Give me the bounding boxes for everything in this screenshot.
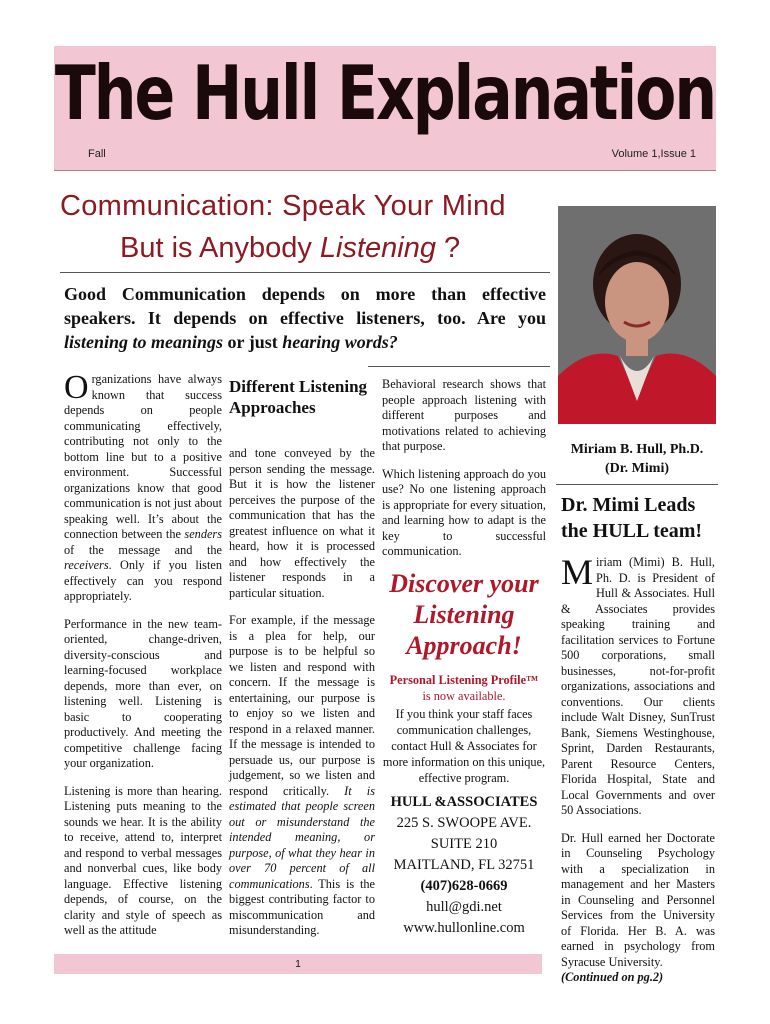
page-number: 1 [295, 959, 301, 970]
headline-line-2: But is Anybody Listening ? [120, 232, 461, 264]
section-heading: Dr. Mimi Leads the HULL team! [561, 494, 703, 542]
footer-bar [54, 954, 542, 974]
continued-note: (Continued on pg.2) [561, 970, 664, 984]
section-heading: Different Listening Approaches [229, 377, 368, 417]
phone-number: (407)628-0669 [420, 878, 508, 894]
paragraph: Organizations have always known that success depends on people communicating effectively, contributing not only to the bottom line but to a positive environment. Successful organizations know that good communication is not just about speaking well. It’s about the connection between the senders of the message and the receivers. Only if you listen effectively can you respond appropriately. [64, 369, 222, 603]
profile-box [382, 672, 546, 786]
profile-availability: is now available. [422, 689, 506, 703]
contact-block [382, 792, 546, 939]
portrait-photo [558, 206, 716, 424]
paragraph: Performance in the new team-oriented, change-driven, diversity-conscious and learning-focused workplace depends, more than ever, on listening well. Listening is basic to cooperating productively. And meeting the competitive challenge facing your organization. [64, 616, 222, 770]
divider [556, 484, 718, 485]
address-line: SUITE 210 [430, 836, 498, 852]
paragraph: For example, if the message is a plea for help, our purpose is to be helpful so we listen and respond with concern. If the message is entertaining, our purpose is to enjoy so we listen and respond in a relaxed manner. If the message is intended to persuade us, our purpose is judgement, so we listen and respond critically. It is estimated that people screen out or misunderstand the intended meaning, or purpose, of what they hear in over 70 percent of all communications. This is the biggest contributing factor to miscommunication and misunderstanding. [229, 613, 375, 937]
divider [368, 366, 550, 367]
season-label: Fall [88, 148, 106, 160]
lead-paragraph: Good Communication depends on more than effective speakers. It depends on effective listeners, too. Are you listening to meanings or just hearing words? [64, 284, 546, 352]
article-column-2 [229, 376, 375, 951]
volume-label: Volume 1,Issue 1 [611, 148, 696, 160]
paragraph: and tone conveyed by the person sending the message. But it is how the listener perceives the purpose of the communication that has the greatest influence on what it heard, how it is processed and how effectively the listener responds in a particular situation. [229, 446, 375, 600]
company-name: HULL &ASSOCIATES [390, 794, 538, 810]
paragraph: Miriam (Mimi) B. Hull, Ph. D. is President of Hull & Associates. Hull & Associates provides speaking training and facilitation services to Fortune 500 corporations, small businesses, not-for-profit organizations, associations and conventions. Our clients include Walt Disney, SunTrust Bank, Siemens Westinghouse, Sprint, Darden Restaurants, Parent Resource Centers, Florida Hospital, State and Local Governments and over 50 Associations. [561, 552, 715, 817]
article-column-1 [64, 369, 222, 951]
newsletter-title: The Hull Explanation [54, 50, 716, 138]
address-line: 225 S. SWOOPE AVE. [396, 815, 532, 831]
website-link[interactable]: www.hullonline.com [403, 920, 525, 936]
paragraph: Which listening approach do you use? No one listening approach is appropriate for every situation, and learning how to adapt is the key to successful communication. [382, 466, 546, 558]
address-line: MAITLAND, FL 32751 [393, 857, 535, 873]
paragraph: Behavioral research shows that people approach listening with different purposes and motivations related to achieving that purpose. [382, 377, 546, 453]
email-link[interactable]: hull@gdi.net [426, 899, 502, 915]
masthead [54, 46, 716, 171]
paragraph: Listening is more than hearing. Listening puts meaning to the sounds we hear. It is the ability to receive, attend to, interpret and respond to verbal messages and nonverbal cues, like body language. Effective listening depends, of course, on the clarity and style of speech as well as the attitude [64, 783, 222, 937]
promo-heading: Discover your Listening Approach! [389, 569, 539, 660]
photo-caption: Miriam B. Hull, Ph.D. (Dr. Mimi) [570, 442, 704, 476]
divider [60, 272, 550, 273]
profile-text: If you think your staff faces communication challenges, contact Hull & Associates for more information on this unique, effective program. [382, 707, 546, 785]
headline-line-1: Communication: Speak Your Mind [60, 190, 506, 222]
paragraph: Dr. Hull earned her Doctorate in Counseling Psychology with a specialization in management and her Masters in Counseling and Personnel Services from the University of Florida. Her B. A. was earned in psychology from Syracuse University. [561, 830, 715, 969]
article-column-3 [382, 377, 546, 574]
profile-title: Personal Listening Profile™ [389, 673, 539, 687]
article-column-4 [561, 552, 715, 986]
